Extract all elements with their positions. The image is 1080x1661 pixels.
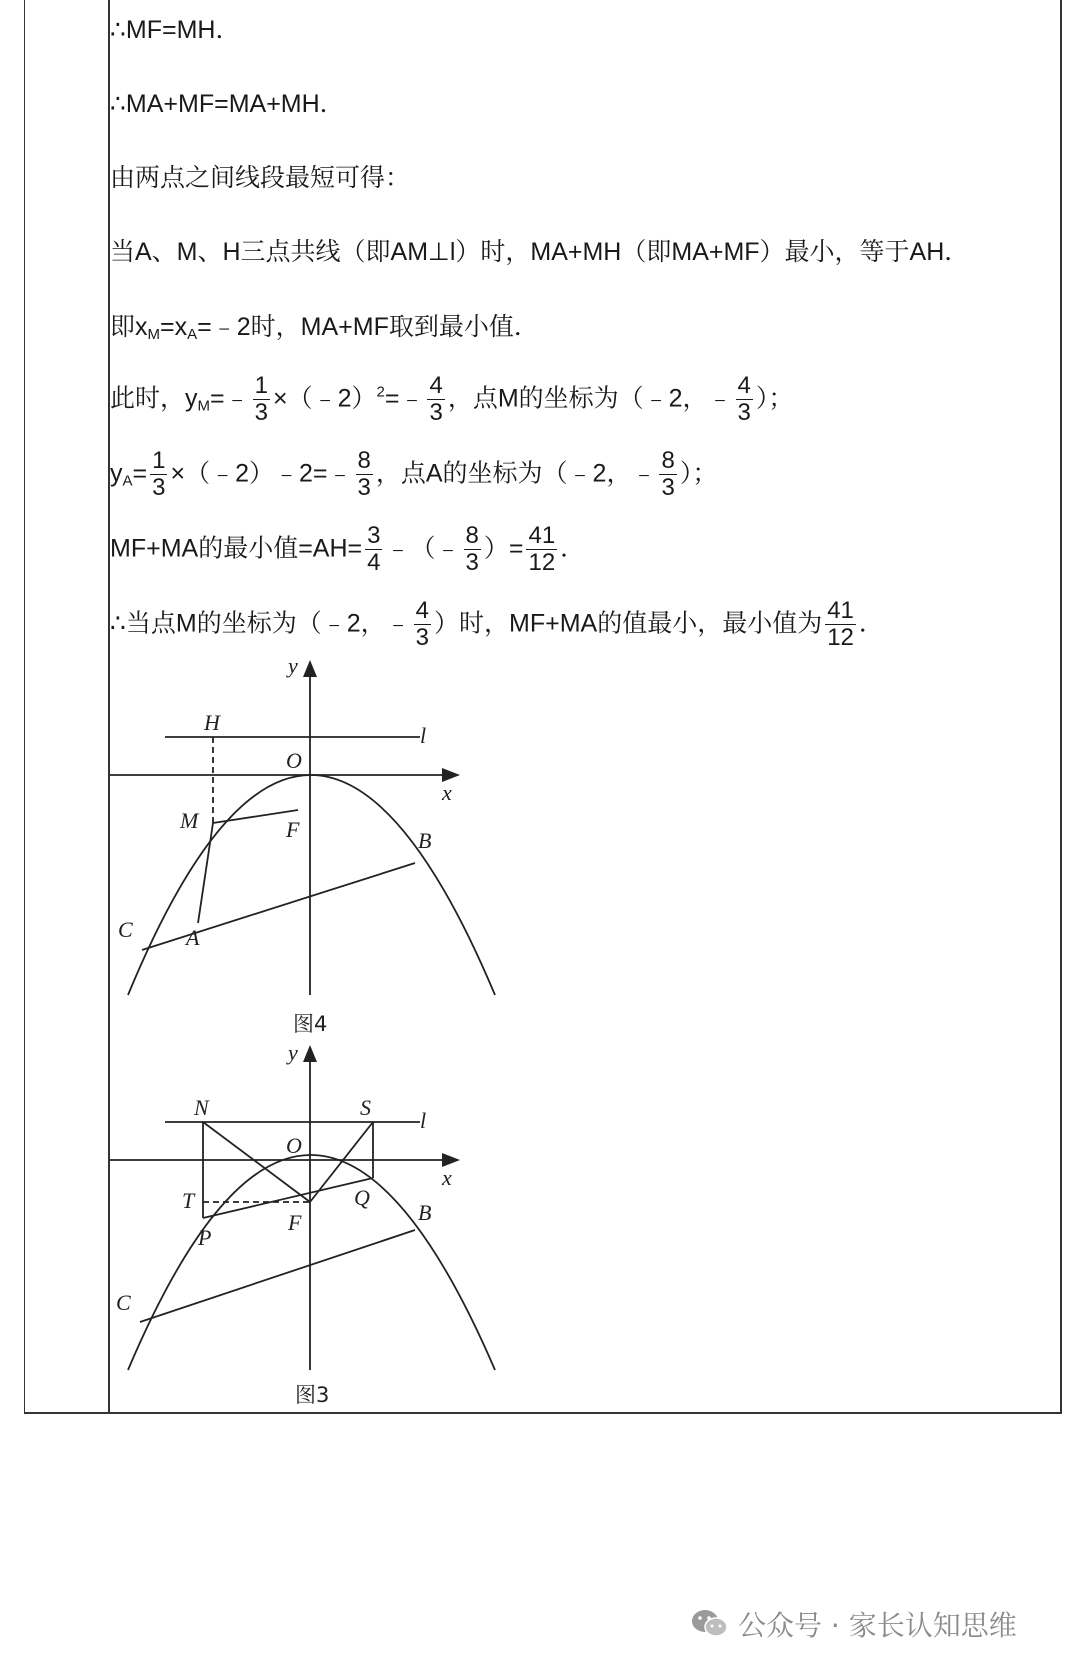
table-border-left-outer bbox=[24, 0, 25, 1413]
fraction: $\frac{4}{3}$ bbox=[429, 372, 443, 427]
y-axis-arrow bbox=[303, 1045, 317, 1062]
segment-CB bbox=[140, 1230, 415, 1322]
segment-CB bbox=[142, 863, 415, 950]
fraction: $\frac{3}{4}$ bbox=[367, 522, 381, 577]
text-line-8: MF+MA的最小值=AH= $\frac{3}{4}$ ﹣（﹣ $\frac{8}{3}$ ）= $\frac{41}{12}$ ． bbox=[110, 522, 586, 577]
text-line-2: ∴MA+MF=MA+MH． bbox=[110, 90, 345, 118]
label-N: N bbox=[194, 1095, 209, 1120]
label-T: T bbox=[182, 1188, 195, 1213]
caption-fig3: 图3 bbox=[295, 1383, 330, 1407]
label-H: H bbox=[204, 710, 220, 735]
fraction: $\frac{1}{3}$ bbox=[152, 447, 166, 502]
y-axis-arrow bbox=[303, 660, 317, 677]
label-C: C bbox=[118, 917, 133, 942]
text-line-4: 当A、M、H三点共线（即AM⊥l）时，MA+MH（即MA+MF）最小，等于AH． bbox=[110, 238, 970, 266]
caption-fig4: 图4 bbox=[293, 1012, 328, 1036]
figure-4 bbox=[110, 655, 510, 1045]
wechat-icon bbox=[690, 1608, 730, 1647]
label-B: B bbox=[418, 1200, 432, 1225]
fraction: $\frac{4}{3}$ bbox=[415, 597, 429, 652]
fraction: $\frac{8}{3}$ bbox=[661, 447, 675, 502]
label-A: A bbox=[186, 925, 200, 950]
label-x: x bbox=[442, 780, 452, 805]
label-P: P bbox=[198, 1225, 212, 1250]
fraction: $\frac{8}{3}$ bbox=[357, 447, 371, 502]
label-M: M bbox=[180, 808, 199, 833]
table-border-right bbox=[1060, 0, 1062, 1413]
text-line-9: ∴当点M的坐标为（﹣2，﹣ $\frac{4}{3}$ ）时，MF+MA的值最小，最小值为 $\frac{41}{12}$ ． bbox=[110, 597, 884, 652]
table-border-bottom bbox=[24, 1412, 1062, 1414]
watermark-text: 公众号 · 家长认知思维 bbox=[738, 1609, 1017, 1642]
fraction: $\frac{1}{3}$ bbox=[254, 372, 268, 427]
label-F: F bbox=[288, 1210, 302, 1235]
watermark-footer bbox=[690, 1604, 1017, 1647]
label-B: B bbox=[418, 828, 432, 853]
fraction: $\frac{8}{3}$ bbox=[465, 522, 479, 577]
label-l: l bbox=[420, 1108, 427, 1133]
label-y: y bbox=[288, 1040, 298, 1065]
text-line-3: 由两点之间线段最短可得： bbox=[110, 164, 411, 192]
text-line-7: $y_A=$ $\frac{1}{3}$ ×（﹣2）﹣2=﹣ $\frac{8}{3}$ ，点A的坐标为（﹣2，﹣ $\frac{8}{3}$ ）； bbox=[110, 447, 718, 502]
text-line-5: 即$x_M=x_A=﹣2$时，MA+MF取到最小值． bbox=[110, 313, 539, 343]
label-Q: Q bbox=[354, 1185, 370, 1210]
fraction: $\frac{41}{12}$ bbox=[827, 597, 854, 652]
fraction: $\frac{4}{3}$ bbox=[737, 372, 751, 427]
label-S: S bbox=[360, 1095, 371, 1120]
segment-MA bbox=[198, 823, 213, 923]
label-y: y bbox=[288, 655, 298, 678]
text-line-1: ∴MF=MH． bbox=[110, 16, 241, 44]
figure-3 bbox=[110, 1040, 510, 1412]
label-x: x bbox=[442, 1165, 452, 1190]
label-O: O bbox=[286, 748, 302, 773]
label-O: O bbox=[286, 1133, 302, 1158]
label-l: l bbox=[420, 723, 427, 748]
fraction: $\frac{41}{12}$ bbox=[528, 522, 556, 577]
label-C: C bbox=[116, 1290, 131, 1315]
label-F: F bbox=[286, 817, 300, 842]
text-line-6: 此时，$y_M=﹣$ $\frac{1}{3}$ ×（﹣2）$^2$=﹣ $\frac{4}{3}$ ，点M的坐标为（﹣2，﹣ $\frac{4}{3}$ ）； bbox=[110, 372, 794, 427]
